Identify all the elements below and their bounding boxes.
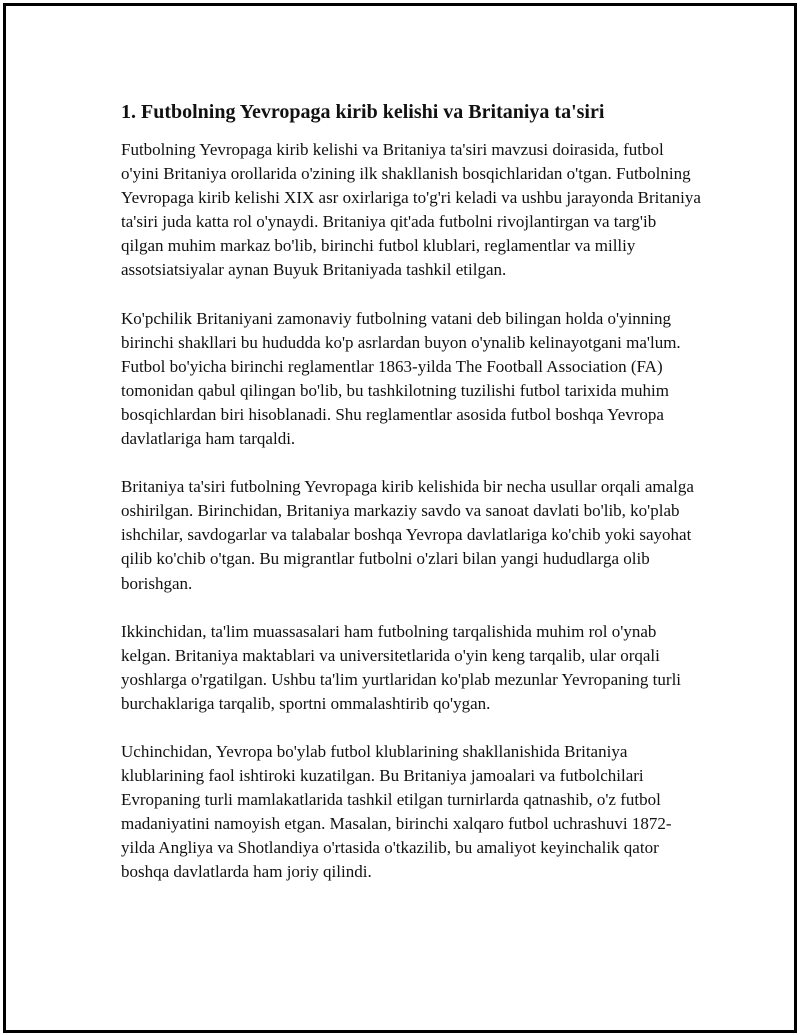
paragraph-2: Ko'pchilik Britaniyani zamonaviy futbolning vatani deb bilingan holda o'yinning birinchi shakllari bu hududda ko'p asrlardan buyon o'ynalib kelinayotgani ma'lum. Futbol bo'yicha birinchi reglamentlar 1863-yilda The Football Association (FA) tomonidan qabul qilingan bo'lib, bu tashkilotning tuzilishi futbol tarixida muhim bosqichlardan biri hisoblanadi. Shu reglamentlar asosida futbol boshqa Yevropa davlatlariga ham tarqaldi. [121,308,681,449]
document-body [121,100,701,909]
section-heading: 1. Futbolning Yevropaga kirib kelishi va Britaniya ta'siri [121,101,605,123]
paragraph-4: Ikkinchidan, ta'lim muassasalari ham futbolning tarqalishida muhim rol o'ynab kelgan. Britaniya maktablari va universitetlarida o'yin keng tarqalib, ular orqali yoshlarga o'rgatilgan. Ushbu ta'lim yurtlaridan ko'plab mezunlar Yevropaning turli burchaklariga tarqalib, sportni ommalashtirib qo'ygan. [121,621,682,713]
paragraph-5: Uchinchidan, Yevropa bo'ylab futbol klublarining shakllanishida Britaniya klublarining faol ishtiroki kuzatilgan. Bu Britaniya jamoalari va futbolchilari Evropaning turli mamlakatlarida tashkil etilgan turnirlarda qatnashib, o'z futbol madaniyatini namoyish etgan. Masalan, birinchi xalqaro futbol uchrashuvi 1872-yilda Angliya va Shotlandiya o'rtasida o'tkazilib, bu amaliyot keyinchalik qator boshqa davlatlarda ham joriy qilindi. [121,741,672,882]
page-frame [3,3,797,1033]
paragraph-3: Britaniya ta'siri futbolning Yevropaga kirib kelishida bir necha usullar orqali amalga oshirilgan. Birinchidan, Britaniya markaziy savdo va sanoat davlati bo'lib, ko'plab ishchilar, savdogarlar va talabalar boshqa Yevropa davlatlariga ko'chib yoki sayohat qilib ko'chib o'tgan. Bu migrantlar futbolni o'zlari bilan yangi hududlarga olib borishgan. [121,477,694,593]
paragraph-1: Futbolning Yevropaga kirib kelishi va Britaniya ta'siri mavzusi doirasida, futbol o'yini Britaniya orollarida o'zining ilk shakllanish bosqichlaridan o'tgan. Futbolning Yevropaga kirib kelishi XIX asr oxirlariga to'g'ri keladi va ushbu jarayonda Britaniya ta'siri juda katta rol o'ynaydi. Britaniya qit'ada futbolni rivojlantirgan va targ'ib qilgan muhim markaz bo'lib, birinchi futbol klublari, reglamentlar va milliy assotsiatsiyalar aynan Buyuk Britaniyada tashkil etilgan. [121,140,701,280]
